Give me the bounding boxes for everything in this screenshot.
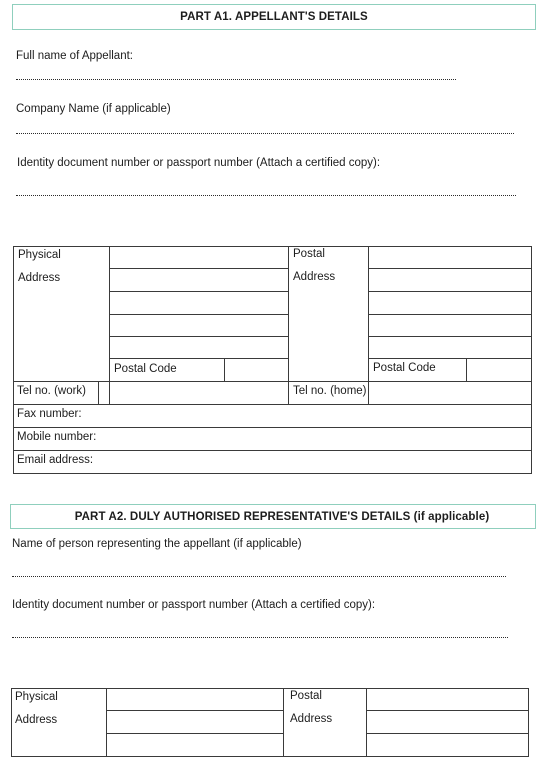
- postal-label-line1: Postal: [293, 248, 325, 260]
- rep-postal-label-line1: Postal: [290, 690, 322, 702]
- email-label: Email address:: [17, 454, 94, 466]
- rep-name-label: Name of person representing the appellant (if applicable): [12, 538, 302, 550]
- part-a2-heading-text: PART A2. DULY AUTHORISED REPRESENTATIVE'S DETAILS (if applicable): [74, 510, 490, 523]
- rep-physical-label-line2: Address: [15, 714, 58, 726]
- fax-label: Fax number:: [17, 408, 82, 420]
- physical-label-line2: Address: [18, 272, 61, 284]
- tel-home-label: Tel no. (home): [293, 385, 367, 397]
- full-name-label: Full name of Appellant:: [16, 50, 133, 62]
- postal-code-label-right: Postal Code: [373, 362, 436, 374]
- postal-code-label-left: Postal Code: [114, 363, 177, 375]
- physical-label-line1: Physical: [18, 249, 61, 261]
- company-name-label: Company Name (if applicable): [16, 103, 171, 115]
- mobile-label: Mobile number:: [17, 431, 97, 443]
- tel-work-label: Tel no. (work): [17, 385, 87, 397]
- postal-label-line2: Address: [293, 271, 336, 283]
- rep-id-number-label: Identity document number or passport number (Attach a certified copy):: [12, 599, 376, 611]
- id-number-label: Identity document number or passport number (Attach a certified copy):: [17, 157, 381, 169]
- part-a1-heading-text: PART A1. APPELLANT'S DETAILS: [180, 11, 368, 23]
- rep-physical-label-line1: Physical: [15, 691, 58, 703]
- rep-postal-label-line2: Address: [290, 713, 333, 725]
